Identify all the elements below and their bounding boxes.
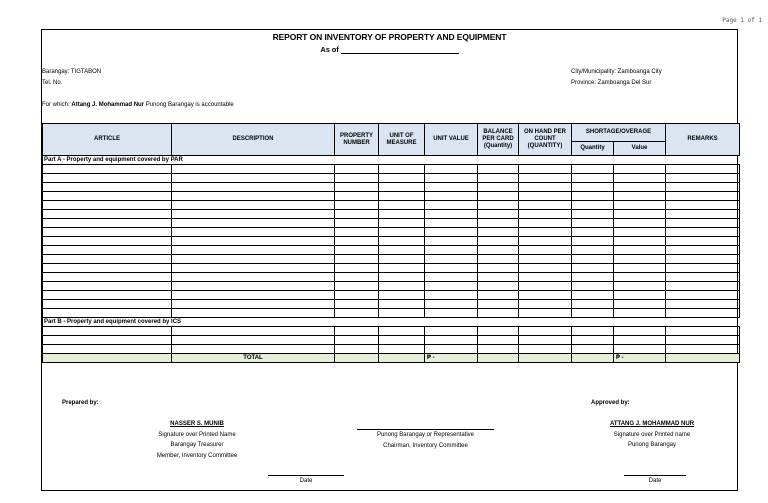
table-row — [43, 327, 740, 336]
approved-by-block — [582, 419, 722, 451]
for-which-suffix: Punong Barangay is accountable — [145, 102, 234, 108]
inventory-table — [42, 123, 740, 363]
total-row — [43, 354, 740, 363]
accountable-name: Attang J. Mohammad Nur — [71, 102, 145, 108]
approved-line-2: Punong Barangay — [627, 442, 677, 448]
table-row — [43, 228, 740, 237]
table-row — [43, 309, 740, 318]
as-of-label: As of — [320, 45, 339, 54]
accountable-line — [42, 102, 234, 108]
approved-line-1: Signature over Printed name — [613, 431, 691, 438]
report-title: REPORT ON INVENTORY OF PROPERTY AND EQUIPMENT — [272, 32, 507, 42]
prepared-by-name: NASSER S. MUNIB — [170, 421, 224, 427]
part-a-label: Part A - Property and equipment covered by PAR — [43, 156, 740, 165]
table-row — [43, 165, 740, 174]
header-description: DESCRIPTION — [172, 124, 335, 156]
city-label: City/Municipality: Zamboanga City — [571, 69, 662, 75]
table-row — [43, 237, 740, 246]
total-label: TOTAL — [172, 354, 335, 363]
chairman-block — [342, 430, 509, 451]
prepared-line-2: Barangay Treasurer — [170, 442, 224, 448]
part-b-label: Part B - Property and equipment covered by ICS — [43, 318, 740, 327]
total-unit-value: ₱ - — [425, 354, 478, 363]
barangay-label: Barangay: TIGTABON — [42, 69, 102, 75]
prepared-by-label: Prepared by: — [62, 400, 99, 406]
date-label: Date — [299, 478, 313, 484]
table-row — [43, 183, 740, 192]
header-unit-of-measure: UNIT OF MEASURE — [379, 124, 425, 156]
table-row — [43, 210, 740, 219]
prepared-by-block — [132, 419, 262, 461]
header-remarks: REMARKS — [666, 124, 740, 156]
approved-by-label: Approved by: — [591, 400, 630, 406]
header-on-hand-per-count: ON HAND PER COUNT (QUANTITY) — [519, 124, 572, 156]
as-of-line — [42, 45, 737, 54]
approved-by-name: ATTANG J. MOHAMMAD NUR — [609, 421, 695, 427]
table-row — [43, 345, 740, 354]
header-quantity: Quantity — [572, 142, 614, 156]
header-article: ARTICLE — [43, 124, 172, 156]
table-row — [43, 300, 740, 309]
prepared-line-3: Member, Inventory Committee — [156, 452, 238, 459]
table-row — [43, 201, 740, 210]
table-row — [43, 255, 740, 264]
approved-date-label: Date — [648, 478, 662, 484]
header-property-number: PROPERTY NUMBER — [335, 124, 379, 156]
header-value: Value — [614, 142, 666, 156]
for-which-prefix: For which: — [42, 102, 70, 108]
table-row — [43, 264, 740, 273]
header-shortage-overage: SHORTAGE/OVERAGE — [572, 124, 666, 142]
header-unit-value: UNIT VALUE — [425, 124, 478, 156]
header-balance-per-card: BALANCE PER CARD (Quantity) — [478, 124, 519, 156]
table-row — [43, 291, 740, 300]
prepared-line-1: Signature over Printed Name — [158, 431, 236, 438]
table-row — [43, 174, 740, 183]
chairman-line-1: Punong Barangay or Representative — [376, 432, 475, 438]
tel-label: Tel. No. — [42, 80, 63, 86]
province-label: Province: Zamboanga Del Sur — [571, 80, 652, 86]
chairman-line-2: Chairman, Inventory Committee — [383, 442, 468, 449]
table-row — [43, 282, 740, 291]
total-shortage-value: ₱ - — [614, 354, 666, 363]
table-row — [43, 273, 740, 282]
table-row — [43, 246, 740, 255]
table-row — [43, 336, 740, 345]
inventory-report-sheet — [41, 29, 738, 491]
table-row — [43, 219, 740, 228]
page-number: Page 1 of 1 — [722, 17, 762, 24]
as-of-blank — [341, 46, 459, 54]
table-row — [43, 192, 740, 201]
